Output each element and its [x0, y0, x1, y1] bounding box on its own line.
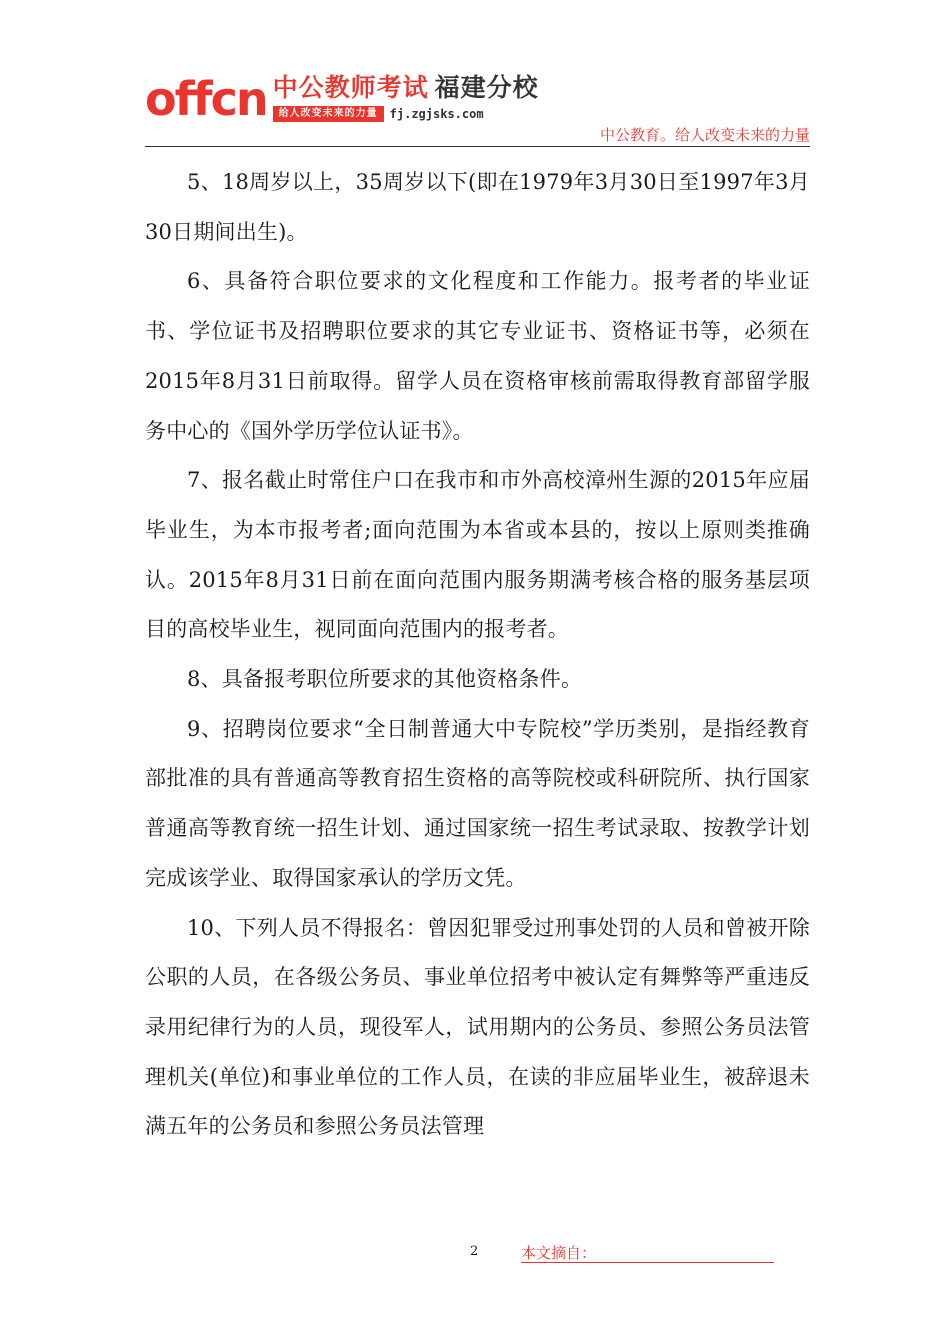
- brand-name-branch: 福建分校: [434, 73, 539, 102]
- logo-site: fj.zgjsks.com: [389, 107, 484, 121]
- paragraph-8: 8、具备报考职位所要求的其他资格条件。: [187, 667, 583, 692]
- offcn-logo: [145, 70, 539, 126]
- paragraph-10: 10、下列人员不得报名：曾因犯罪受过刑事处罚的人员和曾被开除公职的人员，在各级公务员、事业单位招考中被认定有舞弊等严重违反录用纪律行为的人员，现役军人，试用期内的公务员、参照公务员法管理机关(单位)和事业单位的工作人员，在读的非应届毕业生，被辞退未满五年的公务员和参照公务员法管理: [145, 915, 810, 1139]
- logo-subline: [273, 106, 539, 122]
- paragraph-9: 9、招聘岗位要求“全日制普通大中专院校”学历类别，是指经教育部批准的具有普通高等教育招生资格的高等院校或科研院所、执行国家普通高等教育统一招生计划、通过国家统一招生考试录取、按教学计划完成该学业、取得国家承认的学历文凭。: [145, 716, 810, 890]
- page-header: [145, 70, 810, 146]
- source-link[interactable]: 本文摘自：: [521, 1244, 774, 1263]
- logo-wordmark: offcn: [145, 72, 267, 126]
- paragraph-6: 6、具备符合职位要求的文化程度和工作能力。报考者的毕业证书、学位证书及招聘职位要求的其它专业证书、资格证书等，必须在2015年8月31日前取得。留学人员在资格审核前需取得教育部留学服务中心的《国外学历学位认证书》。: [145, 269, 810, 443]
- brand-name-main: 中公教师考试: [272, 73, 429, 102]
- header-divider: [145, 146, 810, 147]
- paragraph-7: 7、报名截止时常住户口在我市和市外高校漳州生源的2015年应届毕业生，为本市报考者;面向范围为本省或本县的，按以上原则类推确认。2015年8月31日前在面向范围内服务期满考核合格的服务基层项目的高校毕业生，视同面向范围内的报考者。: [145, 468, 810, 642]
- header-tagline: 中公教育。给人改变未来的力量: [599, 126, 810, 144]
- logo-text-block: [273, 74, 539, 122]
- brand-name: [273, 74, 539, 102]
- logo-slogan: 给人改变未来的力量: [273, 106, 384, 122]
- paragraph-5: 5、18周岁以上，35周岁以下(即在1979年3月30日至1997年3月30日期间出生)。: [145, 170, 810, 244]
- page-number: 2: [470, 1244, 479, 1259]
- document-body: [145, 158, 810, 1152]
